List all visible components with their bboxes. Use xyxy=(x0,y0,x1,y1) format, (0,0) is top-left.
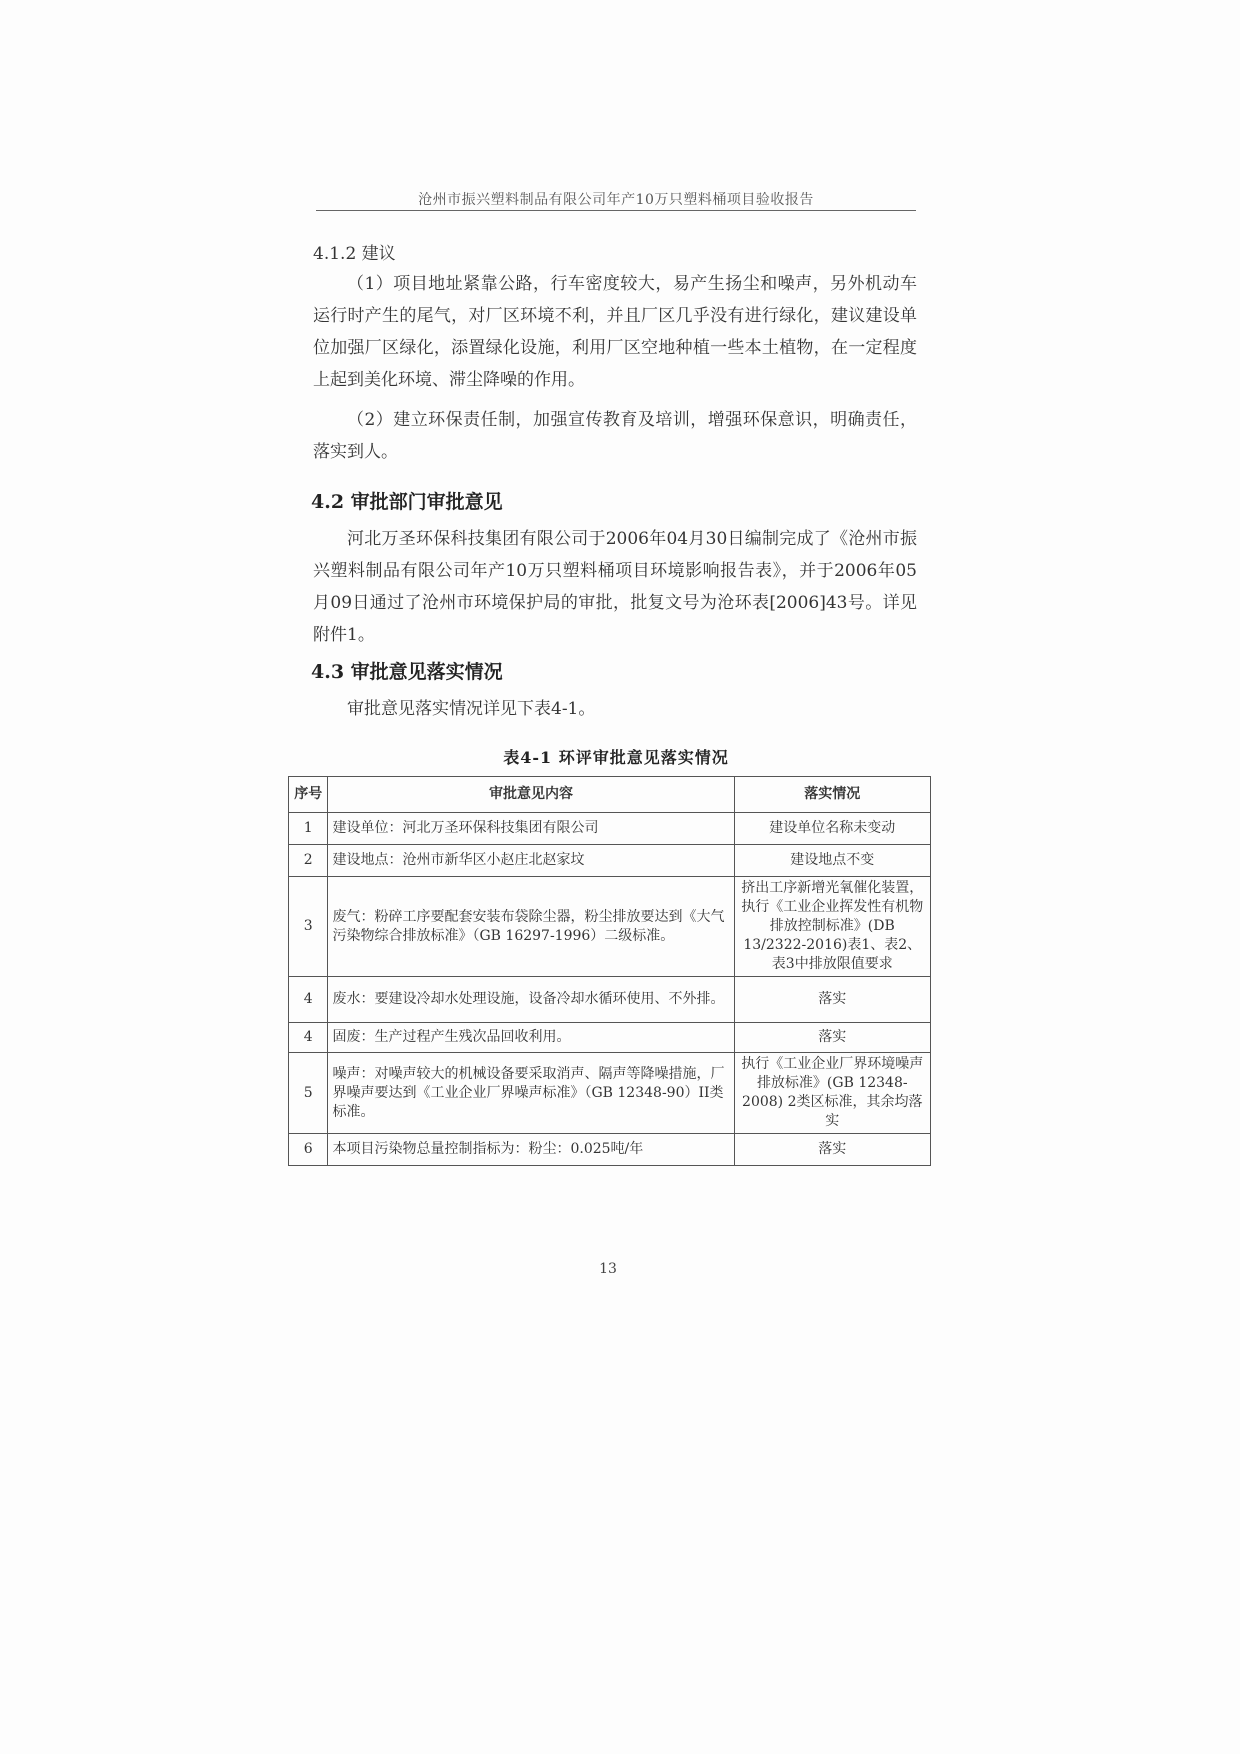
row-no: 6 xyxy=(289,1134,328,1166)
table-row xyxy=(289,977,931,1023)
table-header-row xyxy=(289,777,931,813)
section-title-4-2: 4.2 审批部门审批意见 xyxy=(311,491,503,513)
row-status: 落实 xyxy=(734,977,930,1023)
header-rule xyxy=(316,210,916,211)
row-status: 挤出工序新增光氧催化装置，执行《工业企业挥发性有机物排放控制标准》(DB 13/2322-2016)表1、表2、表3中排放限值要求 xyxy=(734,877,930,977)
row-content: 建设单位：河北万圣环保科技集团有限公司 xyxy=(328,813,734,845)
row-no: 2 xyxy=(289,845,328,877)
row-no: 1 xyxy=(289,813,328,845)
running-header: 沧州市振兴塑料制品有限公司年产10万只塑料桶项目验收报告 xyxy=(418,192,814,208)
row-content: 噪声：对噪声较大的机械设备要采取消声、隔声等降噪措施，厂界噪声要达到《工业企业厂界噪声标准》（GB 12348-90）II类标准。 xyxy=(328,1053,734,1134)
row-status: 落实 xyxy=(734,1134,930,1166)
row-content: 建设地点：沧州市新华区小赵庄北赵家坟 xyxy=(328,845,734,877)
row-content: 固废：生产过程产生残次品回收利用。 xyxy=(328,1023,734,1053)
row-no: 5 xyxy=(289,1053,328,1134)
table-row xyxy=(289,845,931,877)
subsection-title-4-1-2: 4.1.2 建议 xyxy=(313,244,396,264)
row-content: 本项目污染物总量控制指标为：粉尘：0.025吨/年 xyxy=(328,1134,734,1166)
row-no: 4 xyxy=(289,977,328,1023)
header-status: 落实情况 xyxy=(734,777,930,813)
row-status: 建设单位名称未变动 xyxy=(734,813,930,845)
row-content: 废气：粉碎工序要配套安装布袋除尘器，粉尘排放要达到《大气污染物综合排放标准》（GB 16297-1996）二级标准。 xyxy=(328,877,734,977)
section-title-4-3: 4.3 审批意见落实情况 xyxy=(311,661,503,683)
header-no: 序号 xyxy=(289,777,328,813)
table-row xyxy=(289,877,931,977)
table-caption: 表4-1 环评审批意见落实情况 xyxy=(503,748,729,767)
page-number: 13 xyxy=(599,1261,617,1277)
recommendation-paragraph-1: （1）项目地址紧靠公路，行车密度较大，易产生扬尘和噪声，另外机动车运行时产生的尾气，对厂区环境不利，并且厂区几乎没有进行绿化，建议建设单位加强厂区绿化，添置绿化设施，利用厂区空地种植一些本土植物，在一定程度上起到美化环境、滞尘降噪的作用。 xyxy=(313,274,917,390)
table-row xyxy=(289,1023,931,1053)
row-no: 4 xyxy=(289,1023,328,1053)
row-status: 落实 xyxy=(734,1023,930,1053)
approval-opinion-paragraph: 河北万圣环保科技集团有限公司于2006年04月30日编制完成了《沧州市振兴塑料制品有限公司年产10万只塑料桶项目环境影响报告表》，并于2006年05月09日通过了沧州市环境保护局的审批，批复文号为沧环表[2006]43号。详见附件1。 xyxy=(313,529,917,645)
table-row xyxy=(289,813,931,845)
table-row xyxy=(289,1134,931,1166)
row-status: 建设地点不变 xyxy=(734,845,930,877)
row-no: 3 xyxy=(289,877,328,977)
approval-table xyxy=(288,776,931,1166)
recommendation-paragraph-2: （2）建立环保责任制，加强宣传教育及培训，增强环保意识，明确责任，落实到人。 xyxy=(313,410,917,462)
table-row xyxy=(289,1053,931,1134)
row-content: 废水：要建设冷却水处理设施，设备冷却水循环使用、不外排。 xyxy=(328,977,734,1023)
header-content: 审批意见内容 xyxy=(328,777,734,813)
implementation-intro-paragraph: 审批意见落实情况详见下表4-1。 xyxy=(347,699,596,719)
row-status: 执行《工业企业厂界环境噪声排放标准》(GB 12348-2008) 2类区标准，其余均落实 xyxy=(734,1053,930,1134)
